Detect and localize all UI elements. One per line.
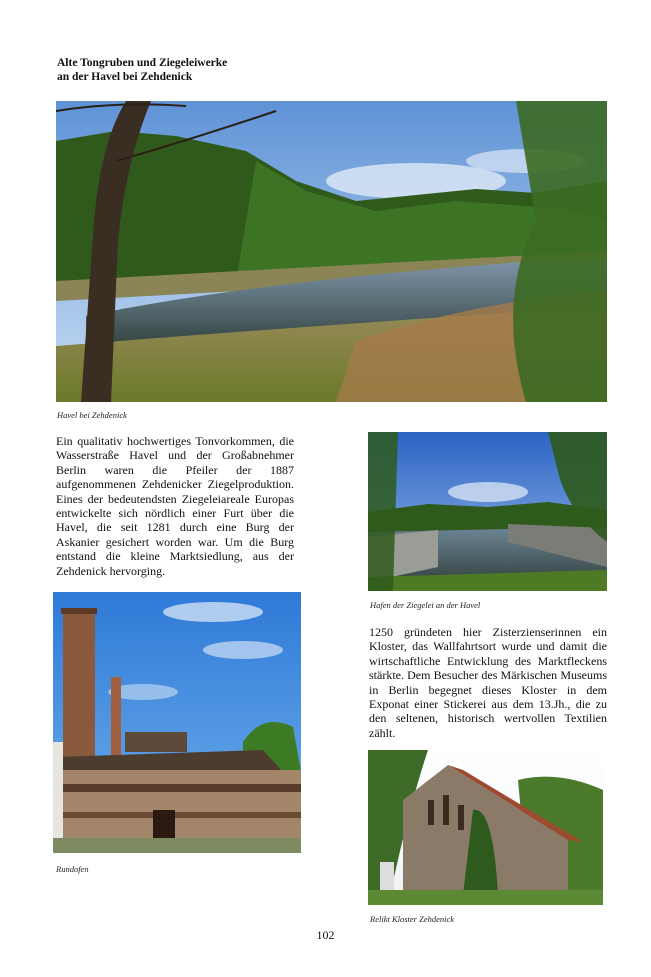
- paragraph-intro: Ein qualitativ hochwertiges Tonvorkommen, die Wasserstraße Havel und der Großabnehmer Berlin waren die Pfeiler der 1887 aufgenommenen Zehdenicker Ziegelproduktion. Eines der bedeutendsten Ziegeleiareale Europas entwickelte sich nördlich einer Furt über die Havel, die seit 1281 durch eine Burg der Askanier gesichert worden war. Um die Burg entstand die kleine Marktsiedlung, aus der Zehdenick hervorging.: [56, 434, 294, 578]
- paragraph-kloster: 1250 gründeten hier Zisterzienserinnen ein Kloster, das Wallfahrtsort wurde und damit die wirtschaftliche Entwicklung des Marktfleckens stärkte. Dem Besucher des Märkischen Museums in Berlin begegnet dieses Kloster in dem Exponat einer Stickerei aus dem 13.Jh., die zu den seltenen, historisch wertvollen Textilien zählt.: [369, 625, 607, 740]
- hafen-photo: [368, 432, 607, 591]
- caption-kloster: Relikt Kloster Zehdenick: [370, 914, 455, 924]
- title-line-1: Alte Tongruben und Ziegeleiwerke: [57, 57, 228, 69]
- caption-rundofen: Rundofen: [56, 864, 89, 874]
- page-number: 102: [316, 928, 335, 942]
- page-title: [57, 56, 357, 84]
- caption-havel: Havel bei Zehdenick: [57, 410, 127, 420]
- havel-photo: [56, 101, 607, 402]
- kloster-photo: [368, 750, 603, 905]
- caption-hafen: Hafen der Ziegelei an der Havel: [370, 600, 481, 610]
- title-line-2: an der Havel bei Zehdenick: [57, 71, 193, 83]
- rundofen-photo: [53, 592, 301, 853]
